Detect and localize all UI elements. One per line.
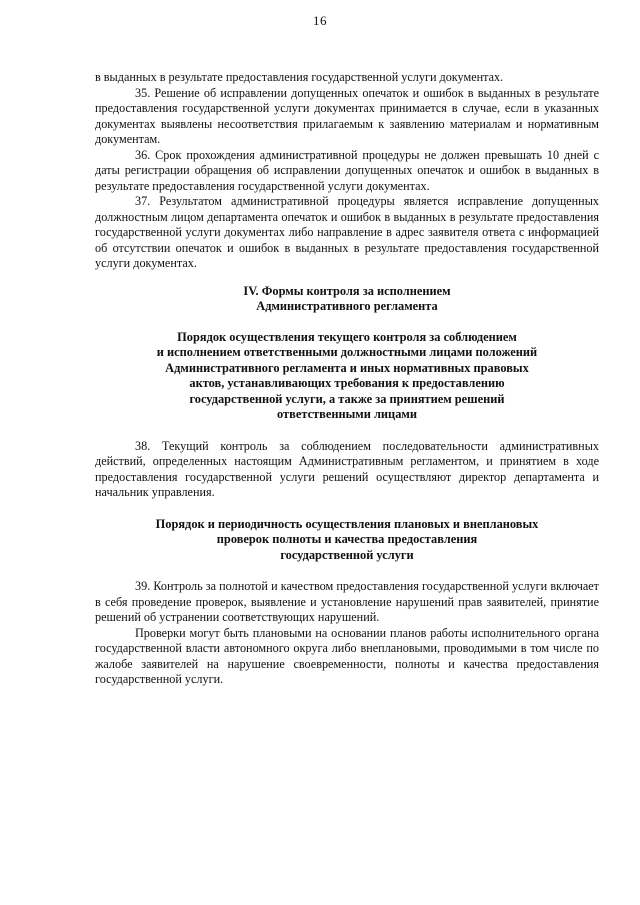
subheading-line: Порядок и периодичность осуществления плановых и внеплановых	[155, 516, 539, 531]
paragraph-continuation: в выданных в результате предоставления государственной услуги документах.	[95, 70, 504, 84]
paragraph-inspection-types: Проверки могут быть плановыми на основании планов работы исполнительного органа государственной власти автономного округа либо внеплановыми, проводимыми в том числе по жалобе заявителей на нарушение своевременности, полноты и качества предоставления государственной услуги.	[95, 625, 599, 686]
section-heading	[95, 284, 599, 315]
subheading-line: Административного регламента и иных нормативных правовых	[165, 360, 529, 375]
subheading-inspections	[95, 517, 599, 564]
paragraph-36: 36. Срок прохождения административной процедуры не должен превышать 10 дней с даты регистрации обращения об исправлении допущенных опечаток и ошибок в выданных в результате предоставления государственной услуги документах.	[95, 147, 599, 193]
paragraph-38: 38. Текущий контроль за соблюдением последовательности административных действий, определенных настоящим Административным регламентом, и принятием в ходе предоставления государственной услуги решений осуществляют директор департамента и начальник управления.	[95, 438, 599, 499]
document-body	[95, 70, 599, 688]
subheading-line: актов, устанавливающих требования к предоставлению	[189, 376, 505, 390]
section-heading-line: Административного регламента	[256, 299, 438, 313]
paragraph-39: 39. Контроль за полнотой и качеством предоставления государственной услуги включает в себя проведение проверок, выявление и установление нарушений прав заявителей, принятие решений об устранении соответствующих нарушений.	[95, 579, 599, 624]
paragraph-35: 35. Решение об исправлении допущенных опечаток и ошибок в выданных в результате предоставления государственной услуги документах принимается в случае, если в указанных документах выявлены несоответствия прилагаемым к заявлению материалам и нормативным документам.	[95, 85, 599, 146]
subheading-line: государственной услуги	[280, 547, 414, 562]
paragraph-37: 37. Результатом административной процедуры является исправление допущенных должностным лицом департамента опечаток и ошибок в выданных в результате предоставления государственной услуги документах либо направление в адрес заявителя ответа с информацией об отсутствии опечаток и ошибок в выданных в результате предоставления государственной услуги документах.	[95, 194, 599, 270]
subheading-current-control	[95, 330, 599, 423]
page-number: 16	[313, 13, 327, 28]
section-heading-line: IV. Формы контроля за исполнением	[243, 283, 451, 298]
subheading-line: Порядок осуществления текущего контроля за соблюдением	[177, 329, 517, 344]
subheading-line: ответственными лицами	[277, 407, 417, 421]
subheading-line: государственной услуги, а также за принятием решений	[189, 391, 505, 406]
subheading-line: и исполнением ответственными должностными лицами положений	[156, 345, 538, 359]
subheading-line: проверок полноты и качества предоставления	[216, 532, 478, 546]
